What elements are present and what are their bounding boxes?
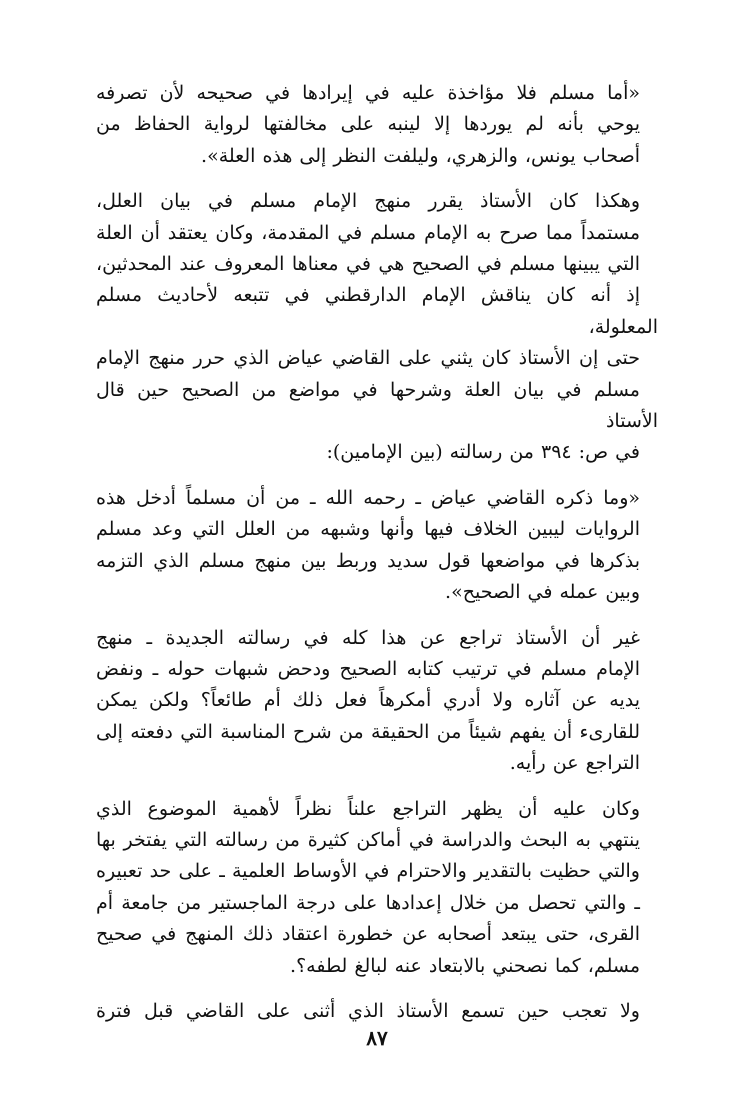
text-line: التراجع عن رأيه.	[509, 752, 640, 775]
text-line: في ص: ٣٩٤ من رسالته (بين الإمامين):	[326, 441, 640, 464]
text-line: ينتهي به البحث والدراسة في أماكن كثيرة من رسالته التي يفتخر بها	[96, 828, 640, 851]
text-line: أصحاب يونس، والزهري، وليلفت النظر إلى هذه العلة».	[201, 144, 640, 167]
text-line: حتى إن الأستاذ كان يثني على القاضي عياض الذي حرر منهج الإمام	[96, 347, 640, 370]
text-line: «وما ذكره القاضي عياض ـ رحمه الله ـ من أن مسلماً أدخل هذه	[96, 486, 640, 509]
text-line: الروايات ليبين الخلاف فيها وأنها وشبهه من العلل التي وعد مسلم	[96, 518, 640, 541]
text-line: مستمداً مما صرح به الإمام مسلم في المقدمة، وكان يعتقد أن العلة	[96, 221, 640, 244]
text-line: غير أن الأستاذ تراجع عن هذا كله في رسالته الجديدة ـ منهج	[96, 626, 640, 649]
text-line: التي يبينها مسلم في الصحيح هي في معناها المعروف عند المحدثين،	[96, 253, 640, 276]
text-line: مسلم في بيان العلة وشرحها في مواضع من الصحيح حين قال الأستاذ	[96, 378, 658, 433]
text-line: ولا تعجب حين تسمع الأستاذ الذي أثنى على القاضي قبل فترة	[96, 999, 640, 1022]
text-line: وبين عمله في الصحيح».	[445, 581, 640, 604]
text-line: ـ والتي تحصل من خلال إعدادها على درجة الماجستير من جامعة أم	[96, 891, 640, 914]
text-line: القرى، حتى يبتعد أصحابه عن خطورة اعتقاد ذلك المنهج في صحيح	[96, 923, 640, 946]
text-line: والتي حظيت بالتقدير والاحترام في الأوساط العلمية ـ على حد تعبيره	[96, 860, 640, 883]
paragraph-2	[96, 186, 658, 469]
text-line: مسلم، كما نصحني بالابتعاد عنه لبالغ لطفه؟.	[290, 954, 640, 977]
text-line: يوحي بأنه لم يوردها إلا لينبه على مخالفتها لرواية الحفاظ من	[96, 113, 640, 136]
text-line: «أما مسلم فلا مؤاخذة عليه في إيرادها في صحيحه لأن تصرفه	[96, 82, 640, 104]
page-number: ٨٧	[366, 1026, 388, 1050]
paragraph-4	[96, 623, 658, 780]
text-line: للقارىء أن يفهم شيئاً من الحقيقة من شرح المناسبة التي دفعته إلى	[96, 720, 640, 743]
paragraph-6	[96, 996, 658, 1027]
text-line: وهكذا كان الأستاذ يقرر منهج الإمام مسلم في بيان العلل،	[96, 190, 640, 213]
paragraph-5	[96, 794, 658, 982]
text-line: الإمام مسلم في ترتيب كتابه الصحيح ودحض شبهات حوله ـ ونفض	[96, 657, 640, 680]
paragraph-3	[96, 483, 658, 609]
text-line: إذ أنه كان يناقش الإمام الدارقطني في تتبعه لأحاديث مسلم المعلولة،	[96, 284, 658, 338]
text-line: بذكرها في مواضعها قول سديد وربط بين منهج مسلم الذي التزمه	[96, 549, 640, 572]
page-body	[96, 78, 658, 1027]
text-line: وكان عليه أن يظهر التراجع علناً نظراً لأهمية الموضوع الذي	[96, 797, 640, 820]
text-line: يديه عن آثاره ولا أدري أمكرهاً فعل ذلك أم طائعاً؟ ولكن يمكن	[96, 689, 640, 712]
paragraph-1	[96, 78, 658, 172]
